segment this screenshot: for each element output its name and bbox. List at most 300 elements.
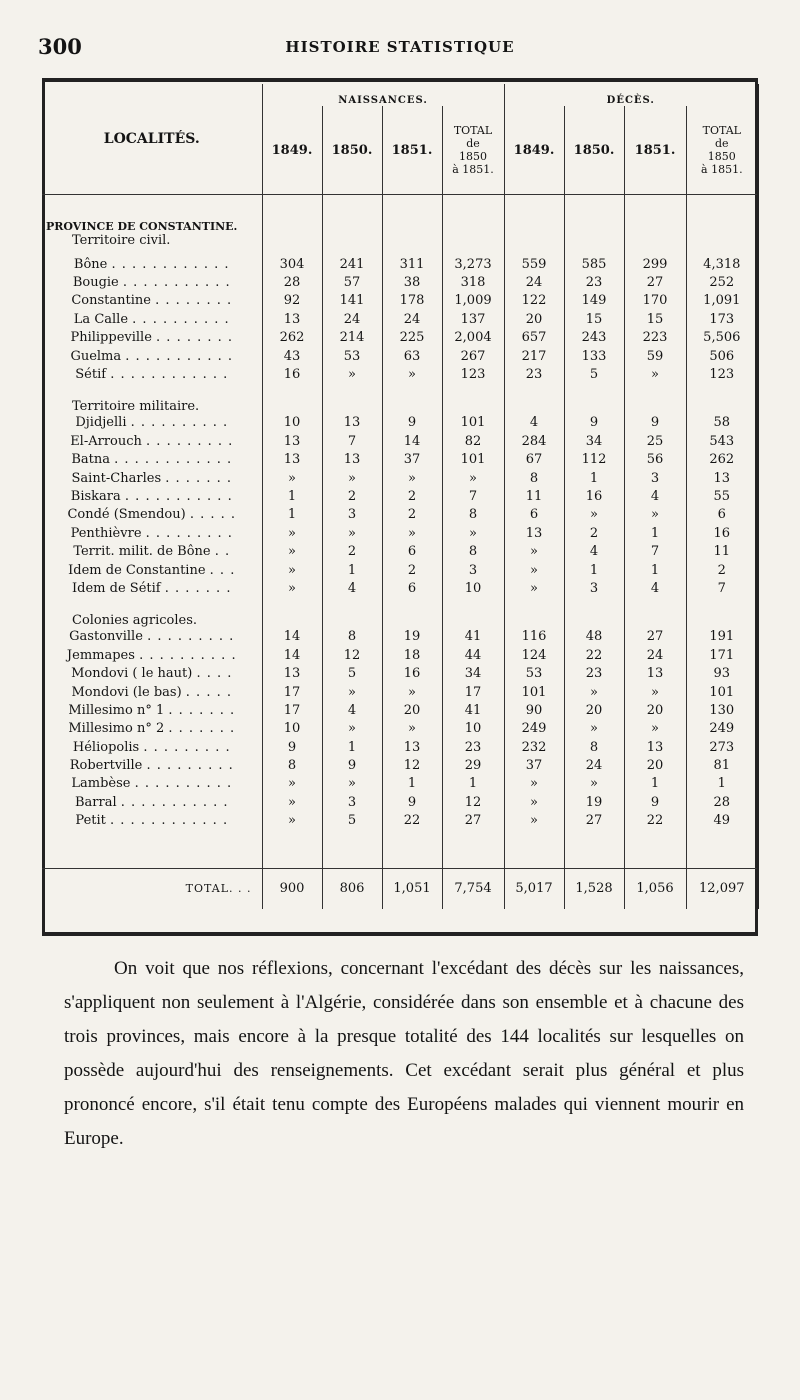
value-cell: 41 (442, 701, 504, 719)
value-cell: 7 (686, 579, 758, 597)
value-cell: 18 (382, 646, 442, 664)
value-cell: 20 (564, 701, 624, 719)
value-cell: 13 (624, 664, 686, 682)
value-cell: 20 (382, 701, 442, 719)
deaths-year-header: 1850. (564, 106, 624, 195)
value-cell: 13 (686, 469, 758, 487)
value-cell: » (262, 469, 322, 487)
value-cell: 1 (686, 775, 758, 793)
value-cell: 16 (382, 664, 442, 682)
value-cell: 304 (262, 255, 322, 273)
value-cell: 24 (624, 646, 686, 664)
leader-dots: . . . . . . . . . . . . (111, 256, 230, 272)
value-cell: 223 (624, 329, 686, 347)
value-cell: 6 (504, 506, 564, 524)
locality-name: Idem de Sétif (72, 580, 161, 596)
value-cell: 12 (322, 646, 382, 664)
leader-dots: . . . . . . . . . (143, 739, 231, 755)
value-cell: 1 (624, 561, 686, 579)
value-cell: 12 (442, 793, 504, 811)
page-header (0, 30, 800, 70)
births-year-header: 1849. (262, 106, 322, 195)
value-cell: 4 (504, 414, 564, 432)
locality-name: Bône (73, 256, 108, 272)
locality-cell (42, 414, 262, 432)
value-cell: 178 (382, 292, 442, 310)
value-cell: 171 (686, 646, 758, 664)
locality-name: Guelma (70, 348, 122, 364)
value-cell: » (382, 720, 442, 738)
value-cell: 16 (262, 365, 322, 383)
locality-cell (42, 451, 262, 469)
value-cell: 14 (262, 646, 322, 664)
value-cell: » (262, 793, 322, 811)
locality-cell (42, 720, 262, 738)
value-cell: » (322, 720, 382, 738)
table-row (42, 292, 758, 310)
table-row (42, 347, 758, 365)
value-cell: 243 (564, 329, 624, 347)
value-cell: 56 (624, 451, 686, 469)
value-cell: 22 (382, 812, 442, 830)
value-cell: » (504, 812, 564, 830)
locality-name: Philippeville (70, 330, 152, 346)
value-cell: 559 (504, 255, 564, 273)
value-cell: » (442, 524, 504, 542)
locality-cell (42, 432, 262, 450)
value-cell: » (504, 775, 564, 793)
value-cell: 13 (504, 524, 564, 542)
births-year-header: 1851. (382, 106, 442, 195)
value-cell: 8 (442, 542, 504, 560)
value-cell: 9 (382, 414, 442, 432)
value-cell: 124 (504, 646, 564, 664)
value-cell: 19 (382, 628, 442, 646)
value-cell: 34 (564, 432, 624, 450)
total-row (42, 868, 758, 909)
locality-cell (42, 329, 262, 347)
leader-dots: . . . . . . . . . (146, 433, 234, 449)
value-cell: 20 (504, 310, 564, 328)
value-cell: 10 (262, 414, 322, 432)
value-cell: 7 (322, 432, 382, 450)
table-row (42, 255, 758, 273)
value-cell: 2 (686, 561, 758, 579)
locality-name: Petit (75, 813, 106, 829)
locality-cell (42, 579, 262, 597)
value-cell: 3 (322, 793, 382, 811)
leader-dots: . . . . (196, 666, 233, 682)
table-row (42, 683, 758, 701)
value-cell: » (262, 579, 322, 597)
value-cell: » (624, 720, 686, 738)
locality-cell (42, 347, 262, 365)
value-cell: 4 (564, 542, 624, 560)
value-cell: 101 (442, 451, 504, 469)
value-cell: 82 (442, 432, 504, 450)
value-cell: 262 (262, 329, 322, 347)
value-cell: 28 (686, 793, 758, 811)
value-cell: » (262, 524, 322, 542)
value-cell: 10 (442, 720, 504, 738)
leader-dots: . . . . . . . . . . (130, 415, 229, 431)
value-cell: 37 (504, 756, 564, 774)
table-row (42, 432, 758, 450)
locality-name: El-Arrouch (70, 433, 142, 449)
value-cell: » (262, 812, 322, 830)
locality-cell (42, 775, 262, 793)
total-header-line: 1850 (459, 150, 487, 163)
table-row (42, 579, 758, 597)
value-cell: 249 (686, 720, 758, 738)
value-cell: 101 (442, 414, 504, 432)
value-cell: 9 (564, 414, 624, 432)
total-value-cell: 12,097 (686, 868, 758, 909)
value-cell: 225 (382, 329, 442, 347)
leader-dots: . . . . . . . . . . . . (114, 452, 233, 468)
locality-name: Mondovi (le bas) (71, 684, 182, 700)
value-cell: 13 (624, 738, 686, 756)
value-cell: 1,091 (686, 292, 758, 310)
table-row (42, 469, 758, 487)
locality-cell (42, 487, 262, 505)
value-cell: 2 (382, 561, 442, 579)
value-cell: 2 (382, 487, 442, 505)
value-cell: 23 (504, 365, 564, 383)
value-cell: 16 (564, 487, 624, 505)
value-cell: 23 (442, 738, 504, 756)
locality-cell (42, 664, 262, 682)
value-cell: 93 (686, 664, 758, 682)
value-cell: 4 (624, 579, 686, 597)
value-cell: 8 (442, 506, 504, 524)
value-cell: 67 (504, 451, 564, 469)
value-cell: 23 (564, 273, 624, 291)
locality-cell (42, 561, 262, 579)
leader-dots: . . . . . . . . . . . . (110, 367, 229, 383)
table-row (42, 487, 758, 505)
value-cell: 133 (564, 347, 624, 365)
locality-name: Penthièvre (70, 525, 142, 541)
value-cell: 53 (504, 664, 564, 682)
total-header-line: à 1851. (452, 163, 494, 176)
value-cell: 12 (382, 756, 442, 774)
locality-name: La Calle (73, 311, 129, 327)
value-cell: » (322, 683, 382, 701)
total-value-cell: 1,051 (382, 868, 442, 909)
table-row (42, 720, 758, 738)
deaths-total-header (686, 106, 758, 195)
section-title: Territoire civil. (72, 233, 171, 248)
value-cell: 24 (504, 273, 564, 291)
value-cell: 191 (686, 628, 758, 646)
locality-cell (42, 628, 262, 646)
total-header-line: TOTAL (453, 124, 493, 137)
value-cell: 7 (442, 487, 504, 505)
value-cell: » (382, 524, 442, 542)
total-value-cell: 806 (322, 868, 382, 909)
locality-cell (42, 365, 262, 383)
value-cell: 2 (382, 506, 442, 524)
value-cell: 267 (442, 347, 504, 365)
value-cell: 1 (322, 738, 382, 756)
leader-dots: . . . (209, 562, 236, 578)
value-cell: 17 (262, 701, 322, 719)
province-title: PROVINCE DE CONSTANTINE. (46, 220, 238, 233)
locality-cell (42, 524, 262, 542)
table-row (42, 524, 758, 542)
value-cell: 11 (504, 487, 564, 505)
table-row (42, 273, 758, 291)
value-cell: 15 (564, 310, 624, 328)
value-cell: 28 (262, 273, 322, 291)
value-cell: 25 (624, 432, 686, 450)
leader-dots: . . . . . . . (168, 702, 236, 718)
value-cell: 81 (686, 756, 758, 774)
leader-dots: . . . . . . . . . . . (120, 794, 229, 810)
locality-name: Millesimo n° 2 (68, 721, 165, 737)
table-row (42, 329, 758, 347)
value-cell: » (382, 683, 442, 701)
value-cell: 217 (504, 347, 564, 365)
value-cell: 13 (322, 451, 382, 469)
locality-name: Bougie (72, 275, 119, 291)
value-cell: 170 (624, 292, 686, 310)
value-cell: 7 (624, 542, 686, 560)
value-cell: 23 (564, 664, 624, 682)
value-cell: 8 (504, 469, 564, 487)
value-cell: 55 (686, 487, 758, 505)
value-cell: 123 (442, 365, 504, 383)
locality-cell (42, 310, 262, 328)
body-paragraph-text: On voit que nos réflexions, concernant l'excédant des décès sur les naissances, s'appliquent non seulement à l'Algérie, considérée dans son ensemble et à chacune des trois provinces, mais encore à la presque totalité des 144 localités sur lesquelles on possède aujourd'hui des renseignements. Cet excédant serait plus général et plus prononcé encore, s'il était tenu compte des Européens malades qui viennent mourir en Europe. (64, 958, 744, 1149)
value-cell: » (382, 365, 442, 383)
locality-cell (42, 812, 262, 830)
locality-name: Djidjelli (75, 415, 127, 431)
leader-dots: . . . . . (185, 684, 232, 700)
value-cell: 13 (262, 451, 322, 469)
value-cell: 543 (686, 432, 758, 450)
value-cell: 3 (322, 506, 382, 524)
locality-cell (42, 701, 262, 719)
value-cell: 3 (442, 561, 504, 579)
births-header: NAISSANCES. (262, 84, 504, 106)
table-row (42, 365, 758, 383)
section-title: Colonies agricoles. (72, 612, 197, 628)
value-cell: 112 (564, 451, 624, 469)
value-cell: 2 (322, 487, 382, 505)
value-cell: 9 (322, 756, 382, 774)
locality-name: Condé (Smendou) (67, 507, 186, 523)
value-cell: 44 (442, 646, 504, 664)
value-cell: 3 (564, 579, 624, 597)
value-cell: 10 (262, 720, 322, 738)
value-cell: 657 (504, 329, 564, 347)
value-cell: 252 (686, 273, 758, 291)
locality-cell (42, 646, 262, 664)
table-row (42, 561, 758, 579)
value-cell: 10 (442, 579, 504, 597)
value-cell: » (504, 561, 564, 579)
locality-name: Territ. milit. de Bône (73, 544, 211, 560)
locality-cell (42, 469, 262, 487)
value-cell: 8 (262, 756, 322, 774)
births-total-header (442, 106, 504, 195)
locality-name: Constantine (71, 293, 151, 309)
value-cell: 16 (686, 524, 758, 542)
locality-name: Jemmapes (66, 647, 135, 663)
table-row (42, 756, 758, 774)
leader-dots: . . . . . . . . . . . (122, 275, 231, 291)
total-header-line: 1850 (707, 150, 736, 163)
value-cell: 6 (686, 506, 758, 524)
value-cell: 90 (504, 701, 564, 719)
value-cell: 24 (564, 756, 624, 774)
value-cell: 284 (504, 432, 564, 450)
value-cell: » (262, 775, 322, 793)
value-cell: 24 (322, 310, 382, 328)
value-cell: 13 (262, 310, 322, 328)
value-cell: 122 (504, 292, 564, 310)
leader-dots: . . . . . . . . . (146, 758, 234, 774)
value-cell: 141 (322, 292, 382, 310)
value-cell: 101 (504, 683, 564, 701)
locality-cell (42, 683, 262, 701)
value-cell: 4,318 (686, 255, 758, 273)
value-cell: 5 (564, 365, 624, 383)
leader-dots: . . . . . . . (164, 580, 232, 596)
value-cell: 1 (262, 487, 322, 505)
locality-cell (42, 756, 262, 774)
locality-name: Barral (74, 794, 117, 810)
value-cell: » (504, 542, 564, 560)
value-cell: 241 (322, 255, 382, 273)
leader-dots: . . . . . . . . . . . . (110, 813, 229, 829)
locality-cell (42, 542, 262, 560)
value-cell: 311 (382, 255, 442, 273)
value-cell: 15 (624, 310, 686, 328)
locality-name: Idem de Constantine (68, 562, 206, 578)
table-row (42, 414, 758, 432)
value-cell: 48 (564, 628, 624, 646)
table-row (42, 310, 758, 328)
leader-dots: . . . . . (189, 507, 237, 523)
value-cell: 38 (382, 273, 442, 291)
value-cell: 3 (624, 469, 686, 487)
value-cell: 9 (624, 414, 686, 432)
leader-dots: . . . . . . . . . . (139, 647, 237, 663)
value-cell: 29 (442, 756, 504, 774)
value-cell: 4 (322, 701, 382, 719)
value-cell: 9 (382, 793, 442, 811)
value-cell: 5 (322, 664, 382, 682)
value-cell: 8 (322, 628, 382, 646)
total-header-line: à 1851. (701, 163, 743, 176)
total-value-cell: 5,017 (504, 868, 564, 909)
value-cell: 1 (624, 775, 686, 793)
value-cell: 20 (624, 701, 686, 719)
value-cell: 27 (624, 628, 686, 646)
value-cell: 123 (686, 365, 758, 383)
value-cell: » (262, 542, 322, 560)
leader-dots: . . . . . . . . . (147, 629, 235, 645)
page-number: 300 (38, 34, 82, 59)
locality-name: Millesimo n° 1 (68, 702, 165, 718)
value-cell: 1 (322, 561, 382, 579)
value-cell: 137 (442, 310, 504, 328)
value-cell: 22 (564, 646, 624, 664)
value-cell: » (322, 365, 382, 383)
table-row (42, 542, 758, 560)
value-cell: 214 (322, 329, 382, 347)
value-cell: 5,506 (686, 329, 758, 347)
total-header-line: de (466, 137, 480, 150)
locality-cell (42, 738, 262, 756)
table-row (42, 701, 758, 719)
value-cell: » (322, 469, 382, 487)
deaths-year-header: 1851. (624, 106, 686, 195)
section-title: Territoire militaire. (72, 398, 200, 414)
value-cell: » (624, 365, 686, 383)
localities-header: LOCALITÉS. (42, 84, 262, 195)
value-cell: 13 (262, 432, 322, 450)
value-cell: 17 (442, 683, 504, 701)
value-cell: 318 (442, 273, 504, 291)
value-cell: 149 (564, 292, 624, 310)
locality-name: Gastonville (69, 629, 143, 645)
value-cell: 6 (382, 579, 442, 597)
total-value-cell: 1,528 (564, 868, 624, 909)
value-cell: 585 (564, 255, 624, 273)
locality-name: Batna (71, 452, 110, 468)
value-cell: 173 (686, 310, 758, 328)
locality-cell (42, 292, 262, 310)
value-cell: 1 (624, 524, 686, 542)
value-cell: » (262, 561, 322, 579)
locality-cell (42, 273, 262, 291)
locality-cell (42, 793, 262, 811)
value-cell: 4 (624, 487, 686, 505)
leader-dots: . . . . . . . . (156, 330, 234, 346)
leader-dots: . . . . . . . . . . (132, 311, 230, 327)
total-header-line: TOTAL (702, 124, 741, 137)
births-year-header: 1850. (322, 106, 382, 195)
value-cell: 37 (382, 451, 442, 469)
value-cell: 130 (686, 701, 758, 719)
locality-name: Robertville (69, 758, 143, 774)
leader-dots: . . . . . . . . (155, 293, 233, 309)
value-cell: 299 (624, 255, 686, 273)
value-cell: 2 (564, 524, 624, 542)
table-row (42, 506, 758, 524)
leader-dots: . . (214, 544, 231, 560)
value-cell: 1 (564, 469, 624, 487)
value-cell: 24 (382, 310, 442, 328)
value-cell: 19 (564, 793, 624, 811)
value-cell: 41 (442, 628, 504, 646)
value-cell: 92 (262, 292, 322, 310)
running-title: HISTOIRE STATISTIQUE (285, 38, 515, 56)
locality-name: Mondovi ( le haut) (71, 666, 193, 682)
value-cell: 27 (442, 812, 504, 830)
value-cell: 1 (262, 506, 322, 524)
value-cell: 9 (262, 738, 322, 756)
body-paragraph (64, 952, 744, 1156)
value-cell: 27 (624, 273, 686, 291)
locality-cell (42, 255, 262, 273)
value-cell: » (564, 720, 624, 738)
table-row (42, 628, 758, 646)
